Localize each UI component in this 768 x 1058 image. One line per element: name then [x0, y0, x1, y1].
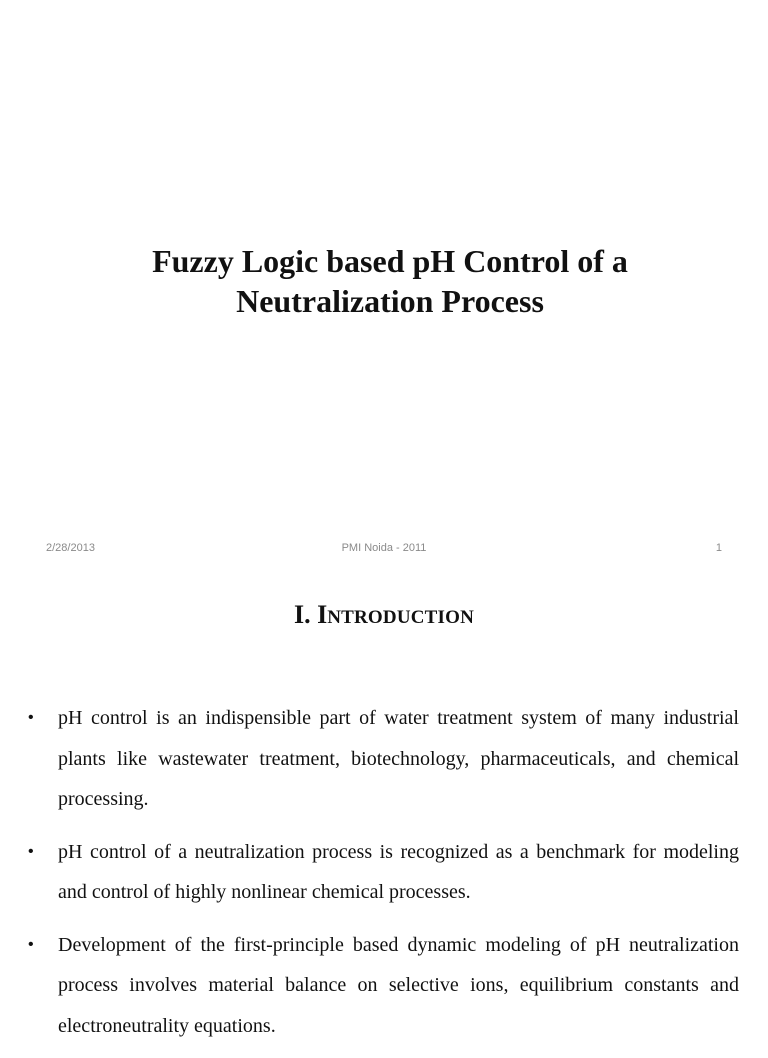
bullet-item [0, 925, 768, 1047]
section-heading-numeral: I. I [293, 600, 328, 629]
bullet-item [0, 832, 768, 913]
bullet-icon: • [28, 842, 34, 860]
bullet-text: pH control of a neutralization process is recognized as a benchmark for modeling and control of highly nonlinear chemical processes. [58, 840, 739, 903]
bullet-text: Development of the first-principle based dynamic modeling of pH neutralization process involves material balance on selective ions, equilibrium constants and electroneutrality equations. [58, 933, 739, 1037]
section-heading-rest: NTRODUCTION [327, 607, 475, 628]
bullet-list [0, 698, 768, 1058]
footer-date: 2/28/2013 [46, 542, 95, 554]
bullet-icon: • [28, 935, 34, 953]
slide-title-line-1: Fuzzy Logic based pH Control of a [152, 243, 628, 279]
slide-title-line-2: Neutralization Process [236, 283, 544, 319]
footer-organization: PMI Noida - 2011 [341, 542, 427, 554]
section-heading [0, 598, 768, 635]
bullet-item [0, 698, 768, 820]
bullet-icon: • [28, 709, 34, 726]
introduction-slide [0, 580, 768, 1037]
bullet-text: pH control is an indispensible part of water treatment system of many industrial plants like wastewater treatment, biotechnology, pharmaceuticals, and chemical processing. [58, 707, 739, 810]
slide-title [60, 241, 720, 321]
slide-footer [0, 542, 768, 556]
footer-page-number: 1 [715, 542, 722, 554]
